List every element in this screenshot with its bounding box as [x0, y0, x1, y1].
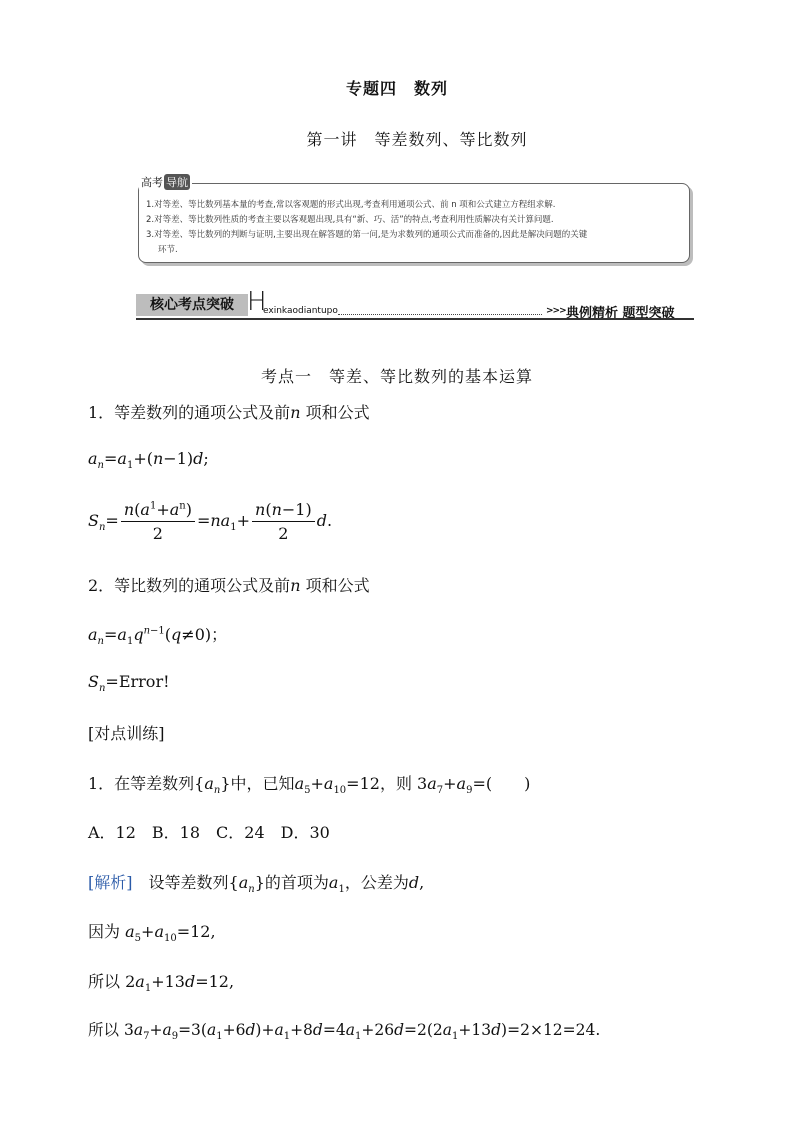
- exam-guide-tab-b: 导航: [166, 176, 188, 189]
- geometric-general-term: $a_n=a_1q^{n-1}(q\ne 0)$；: [88, 625, 228, 648]
- analysis-line-4: 所以 $3a_7+a_9=3(a_1+6d)+a_1+8d=4a_1+26d=2(2a_1+13d)=2\times 12=24$.: [88, 1021, 601, 1043]
- guide-item-1: 1.对等差、等比数列基本量的考查,常以客观题的形式出现,考查利用通项公式、前 n 项和公式建立方程组求解.: [146, 200, 556, 210]
- arithmetic-general-term: $a_n=a_1+(n-1)d$;: [88, 449, 209, 472]
- arithmetic-sum-formula: $S_n=$ $\frac{n(a^1+a^n)}{2}$ $=na_1+$ $\frac{n(n-1)}{2}$ d.: [88, 500, 333, 543]
- triple-arrow-icon: >>>: [546, 306, 566, 316]
- core-section-letter: H: [247, 287, 267, 317]
- guide-item-3: 3.对等差、等比数列的判断与证明,主要出现在解答题的第一问,是为求数列的通项公式而准备的,因此是解决问题的关键: [146, 230, 588, 240]
- exam-guide-tab: [139, 174, 192, 190]
- chapter-title: 专题四 数列: [345, 79, 448, 98]
- section-title: 考点一 等差、等比数列的基本运算: [260, 367, 533, 386]
- geometric-sum-formula: $S_n=Error$!: [88, 672, 170, 695]
- core-underline: [136, 318, 694, 320]
- lecture-title: 第一讲 等差数列、等比数列: [306, 130, 528, 149]
- analysis-line-3: 所以 $2a_1+13d=12$,: [88, 972, 235, 995]
- formula-heading-geometric: 2．等比数列的通项公式及前n 项和公式: [88, 576, 370, 595]
- question-1: 1．在等差数列$\{a_n\}$中，已知$a_5+a_{10}=12$，则 $3a_7+a_9=$( ): [88, 774, 531, 797]
- formula-heading-arithmetic: 1．等差数列的通项公式及前n 项和公式: [88, 403, 370, 422]
- training-heading: [对点训练]: [88, 724, 165, 743]
- analysis-line-1: [解析] 设等差数列$\{a_n\}$的首项为$a_1$，公差为d,: [88, 873, 425, 896]
- guide-item-2: 2.对等差、等比数列性质的考查主要以客观题出现,具有“新、巧、活”的特点,考查利用性质解决有关计算问题.: [146, 215, 554, 225]
- core-section-pinyin: exinkaodiantupo: [263, 306, 338, 316]
- core-section-right-label: 典例精析 题型突破: [566, 306, 675, 321]
- exam-guide-tab-a: 高考: [141, 176, 163, 189]
- guide-item-3-cont: 环节.: [158, 245, 178, 255]
- core-section-label: 核心考点突破: [136, 294, 248, 316]
- core-dotted-line: [338, 314, 542, 315]
- analysis-line-2: 因为 $a_5+a_{10}=12$,: [88, 922, 216, 945]
- question-1-options: A．12 B．18 C．24 D．30: [88, 823, 330, 842]
